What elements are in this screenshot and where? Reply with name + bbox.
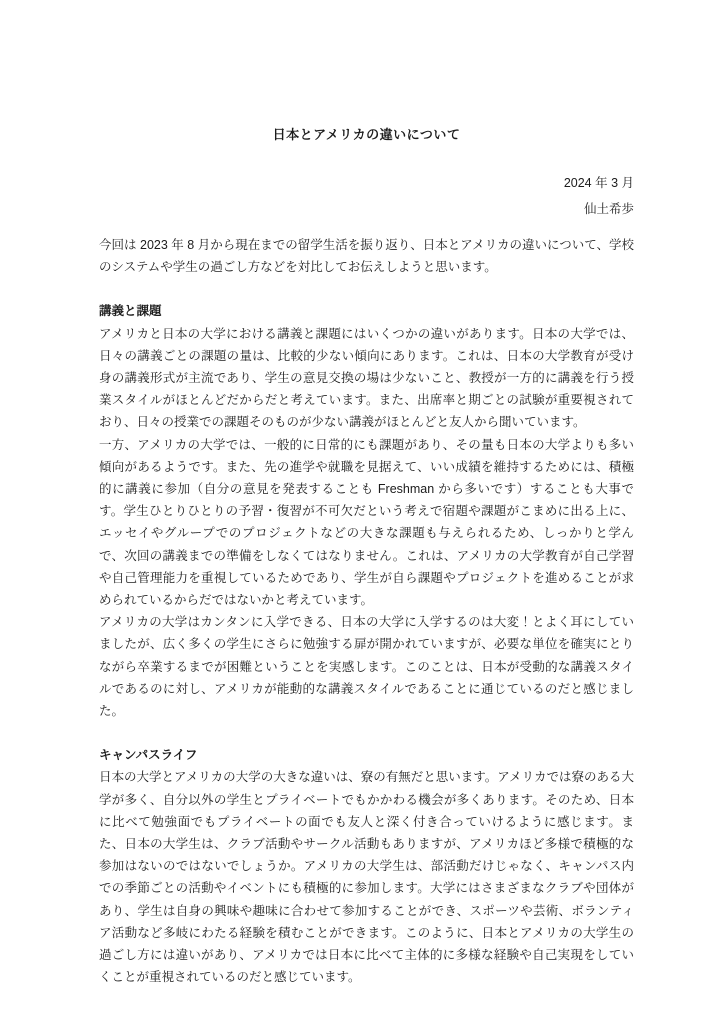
paragraph-campus-life: 日本の大学とアメリカの大学の大きな違いは、寮の有無だと思います。アメリカでは寮のある大学が多く、自分以外の学生とプライベートでもかかわる機会が多くあります。そのため、日本に比べて勉強面でもプライベートの面でも友人と深く付き合っていけるように感じます。また、日本の大学生は、クラブ活動やサークル活動もありますが、アメリカほど多様で積極的な参加はないのではないでしょうか。アメリカの大学生は、部活動だけじゃなく、キャンパス内での季節ごとの活動やイベントにも積極的に参加します。大学にはさまざまなクラブや団体があり、学生は自身の興味や趣味に合わせて参加することができ、スポーツや芸術、ボランティア活動など多岐にわたる経験を積むことができます。このように、日本とアメリカの大学生の過ごし方には違いがあり、アメリカでは日本に比べて主体的に多様な経験や自己実現をしていくことが重視されているのだと感じています。 <box>99 770 634 985</box>
section-campus-life <box>99 744 634 988</box>
document-date: 2024 年 3 月 <box>563 176 634 190</box>
section-heading-campus-life: キャンパスライフ <box>99 748 198 763</box>
paragraph-admission-graduation: アメリカの大学はカンタンに入学できる、日本の大学に入学するのは大変！とよく耳にしていましたが、広く多くの学生にさらに勉強する扉が開かれていますが、必要な単位を確実にとりながら卒業するまでが困難ということを実感します。このことは、日本が受動的な講義スタイルであるのに対し、アメリカが能動的な講義スタイルであることに通じているのだと感じました。 <box>99 615 634 719</box>
section-heading-lectures: 講義と課題 <box>99 304 162 319</box>
section-lectures-and-assignments <box>99 300 634 722</box>
intro-paragraph: 今回は 2023 年 8 月から現在までの留学生活を振り返り、日本とアメリカの違いについて、学校のシステムや学生の過ごし方などを対比してお伝えしようと思います。 <box>99 238 634 275</box>
document-meta <box>99 170 634 222</box>
document-author: 仙土希歩 <box>583 202 634 216</box>
paragraph-america-lectures: 一方、アメリカの大学では、一般的に日常的にも課題があり、その量も日本の大学よりも多い傾向があるようです。また、先の進学や就職を見据えて、いい成績を維持するためには、積極的に講義に参加（自分の意見を発表することも Freshman から多いです）することも大事です。学生ひとりひとりの予習・復習が不可欠だという考えで宿題や課題がこまめに出る上に、エッセイやグループでのプロジェクトなどの大きな課題も与えられるため、しっかりと学んで、次回の講義までの準備をしなくてはなりません。これは、アメリカの大学教育が自己学習や自己管理能力を重視しているためであり、学生が自ら課題やプロジェクトを進めることが求められているからだではないかと考えています。 <box>99 437 634 608</box>
document-content <box>99 126 634 989</box>
document-title: 日本とアメリカの違いについて <box>272 127 461 142</box>
paragraph-japan-lectures: アメリカと日本の大学における講義と課題にはいくつかの違いがあります。日本の大学では、日々の講義ごとの課題の量は、比較的少ない傾向にあります。これは、日本の大学教育が受け身の講義形式が主流であり、学生の意見交換の場は少ないこと、教授が一方的に講義を行う授業スタイルがほとんどだからだと考えています。また、出席率と期ごとの試験が重要視されており、日々の授業での課題そのものが少ない講義がほとんどと友人から聞いています。 <box>99 326 634 430</box>
